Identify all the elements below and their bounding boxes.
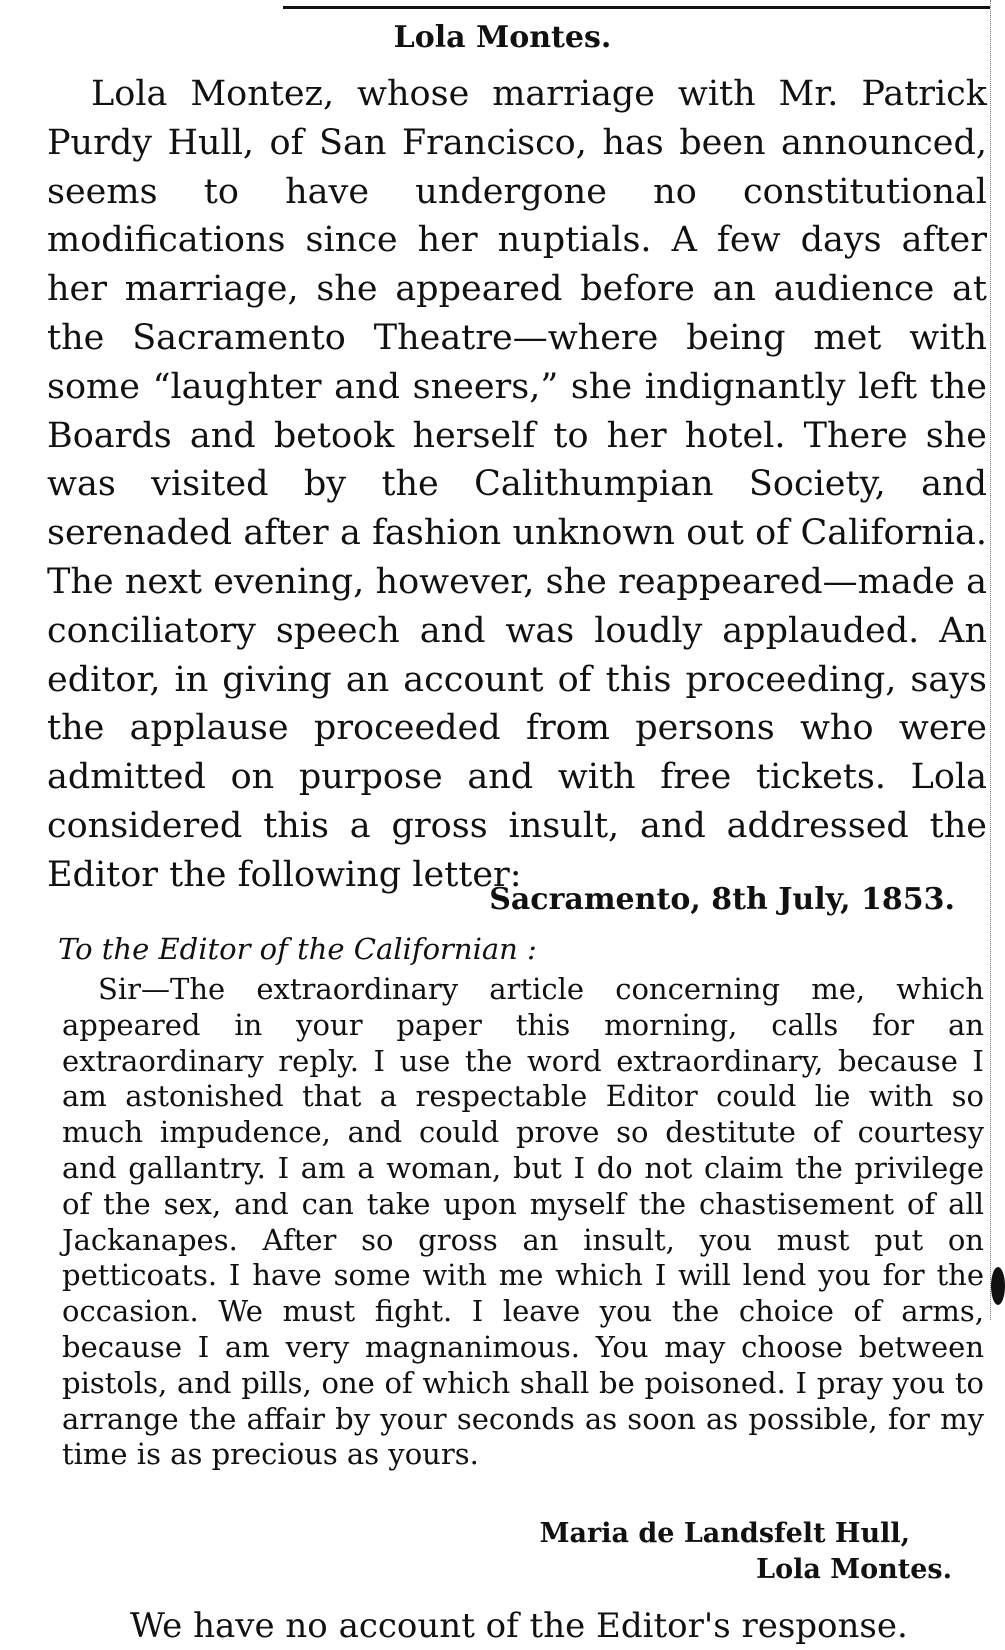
article-paragraph: Lola Montez, whose marriage with Mr. Patrick Purdy Hull, of San Francisco, has been announced, seems to have undergone no constitutional modifications since her nuptials. A few days after her marriage, she appeared before an audience at the Sacramento Theatre—where being met with some “laughter and sneers,” she indignantly left the Boards and betook herself to her hotel. There she was visited by the Calithumpian Society, and serenaded after a fashion unknown out of California. The next evening, however, she reappeared—made a conciliatory speech and was loudly applauded. An editor, in giving an account of this proceeding, says the applause proceeded from persons who were admitted on purpose and with free tickets. Lola considered this a gross insult, and addressed the Editor the following letter: bbox=[47, 74, 987, 895]
letter-dateline: Sacramento, 8th July, 1853. bbox=[489, 882, 955, 917]
letter-salutation: To the Editor of the Californian : bbox=[58, 932, 537, 966]
column-edge-line bbox=[990, 0, 992, 1320]
closing-remark: We have no account of the Editor's response. bbox=[130, 1606, 908, 1646]
column-top-rule bbox=[283, 6, 990, 9]
signature-full-name: Maria de Landsfelt Hull, bbox=[539, 1518, 910, 1549]
signature-stage-name: Lola Montes. bbox=[756, 1554, 952, 1585]
article-headline: Lola Montes. bbox=[393, 20, 612, 55]
letter-body: Sir—The extraordinary article concerning me, which appeared in your paper this morning, calls for an extraordinary reply. I use the word extraordinary, because I am astonished that a respectable Editor could lie with so much impudence, and could prove so destitute of courtesy and gallantry. I am a woman, but I do not claim the privilege of the sex, and can take upon myself the chastisement of all Jackanapes. After so gross an insult, you must put on petticoats. I have some with me which I will lend you for the occasion. We must fight. I leave you the choice of arms, because I am very magnanimous. You may choose between pistols, and pills, one of which shall be poisoned. I pray you to arrange the affair by your seconds as soon as possible, for my time is as precious as yours. bbox=[62, 972, 984, 1472]
ink-blot bbox=[991, 1267, 1005, 1305]
